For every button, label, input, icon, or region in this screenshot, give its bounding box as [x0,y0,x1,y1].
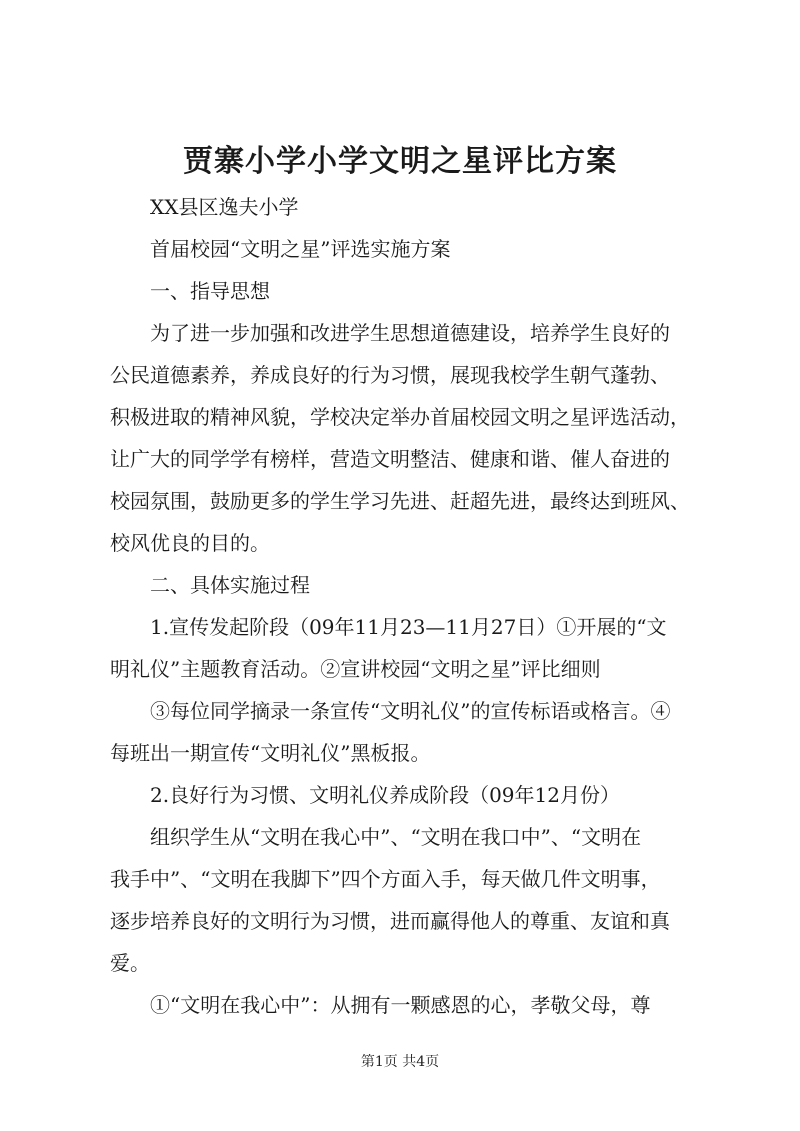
paragraph-line: 积极进取的精神风貌，学校决定举办首届校园文明之星评选活动， [110,405,690,429]
paragraph-line: 1.宣传发起阶段（09年11月23—11月27日）①开展的“文 [150,615,667,639]
section-heading-implementation: 二、具体实施过程 [150,573,310,597]
paragraph-line: 明礼仪”主题教育活动。②宣讲校园“文明之星”评比细则 [110,657,601,681]
paragraph-line: 组织学生从“文明在我心中”、“文明在我口中”、“文明在 [150,825,642,849]
paragraph-line: 逐步培养良好的文明行为习惯，进而赢得他人的尊重、友谊和真 [110,909,670,933]
paragraph-line: 每班出一期宣传“文明礼仪”黑板报。 [110,741,431,765]
document-title: 贾寨小学小学文明之星评比方案 [183,144,617,179]
paragraph-line: 为了进一步加强和改进学生思想道德建设，培养学生良好的 [150,321,670,345]
paragraph-line: 校园氛围，鼓励更多的学生学习先进、赶超先进，最终达到班风、 [110,489,690,513]
school-name: XX县区逸夫小学 [150,195,299,219]
paragraph-line: ①“文明在我心中”：从拥有一颗感恩的心，孝敬父母，尊 [150,993,651,1017]
subtitle: 首届校园“文明之星”评选实施方案 [150,237,451,261]
paragraph-line: 公民道德素养，养成良好的行为习惯，展现我校学生朝气蓬勃、 [110,363,670,387]
paragraph-line: 校风优良的目的。 [110,531,270,555]
page-footer: 第1页 共4页 [360,1054,440,1070]
paragraph-line: ③每位同学摘录一条宣传“文明礼仪”的宣传标语或格言。④ [150,699,671,723]
paragraph-line: 爱。 [110,951,150,975]
section-heading-guiding-ideology: 一、指导思想 [150,279,270,303]
paragraph-line: 我手中”、“文明在我脚下”四个方面入手，每天做几件文明事， [110,867,661,891]
paragraph-line: 让广大的同学学有榜样，营造文明整洁、健康和谐、催人奋进的 [110,447,670,471]
paragraph-line: 2.良好行为习惯、文明礼仪养成阶段（09年12月份） [150,783,620,807]
document-body [110,186,710,1026]
